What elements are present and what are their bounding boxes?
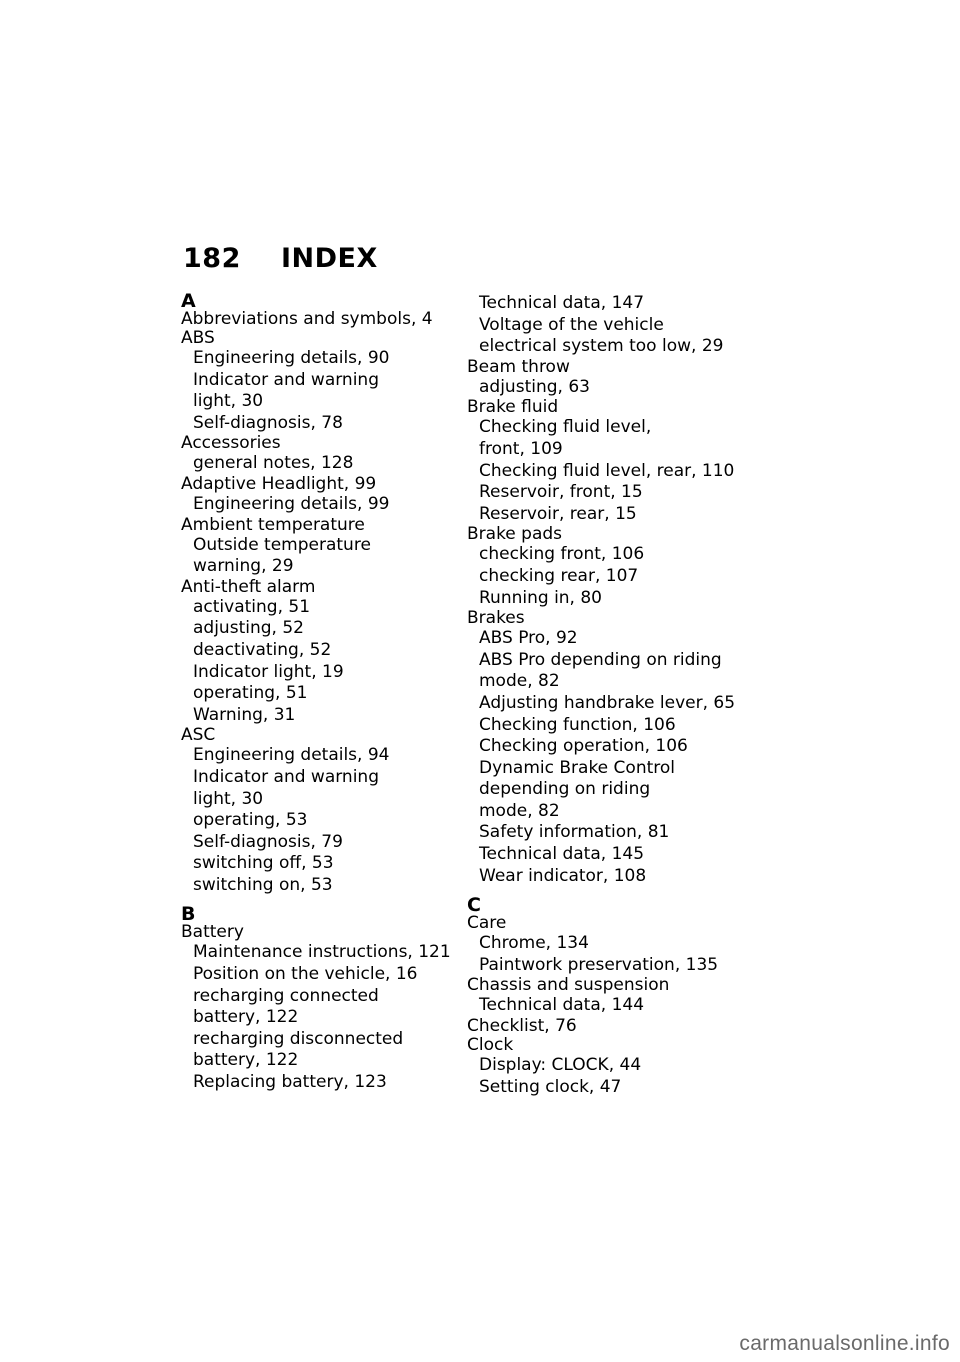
index-topic: Care	[467, 913, 507, 934]
index-subentry: ABS Pro, 92	[479, 628, 578, 649]
index-entry	[467, 976, 757, 1017]
index-topic: ASC	[181, 725, 216, 746]
index-entry	[467, 1036, 757, 1098]
index-subentry: switching off, 53	[193, 853, 334, 874]
index-subentry: Running in, 80	[479, 587, 603, 608]
index-topic: Battery	[181, 922, 244, 943]
index-subentry: Checking fluid level, rear, 110	[479, 460, 735, 481]
index-topic: Anti-theft alarm	[181, 576, 316, 597]
index-entry	[467, 1017, 757, 1036]
index-subentry: operating, 51	[193, 683, 308, 704]
index-subentry: light, 30	[193, 391, 264, 412]
section-letter: C	[467, 894, 481, 917]
index-subentry: Position on the vehicle, 16	[193, 964, 418, 985]
index-subentry: recharging connected	[193, 985, 379, 1006]
index-entry	[181, 475, 471, 516]
index-subentry: Outside temperature	[193, 534, 371, 555]
index-entry	[181, 578, 471, 727]
index-subentry: Indicator and warning	[193, 766, 379, 787]
index-subentry: ABS Pro depending on riding	[479, 649, 722, 670]
index-subentry: Engineering details, 90	[193, 348, 390, 368]
index-subentry: Replacing battery, 123	[193, 1072, 387, 1093]
index-subentry: Checking fluid level,	[479, 417, 652, 438]
index-subentry: Dynamic Brake Control	[479, 757, 675, 778]
index-subentry: Engineering details, 99	[193, 493, 390, 514]
index-subentry: Chrome, 134	[479, 933, 589, 954]
index-subentry: Reservoir, rear, 15	[479, 503, 637, 524]
index-subentry: Checking function, 106	[479, 714, 676, 735]
index-subentry: Engineering details, 94	[193, 745, 390, 766]
index-subentry: Reservoir, front, 15	[479, 482, 643, 503]
index-subentry: Safety information, 81	[479, 822, 670, 843]
index-topic: Ambient temperature	[181, 514, 365, 535]
index-topic: Checklist, 76	[467, 1016, 577, 1037]
index-column-right	[467, 293, 757, 1098]
index-topic: Adaptive Headlight, 99	[181, 473, 377, 494]
index-entry	[181, 329, 471, 434]
index-subentry: Technical data, 147	[479, 293, 645, 313]
index-subentry: checking front, 106	[479, 544, 645, 565]
index-subentry: adjusting, 52	[193, 618, 304, 639]
index-subentry: Self-diagnosis, 79	[193, 831, 343, 852]
index-subentry: deactivating, 52	[193, 639, 332, 660]
index-topic: Brake fluid	[467, 397, 559, 418]
index-entry	[467, 914, 757, 976]
index-subentry: Adjusting handbrake lever, 65	[479, 692, 736, 713]
index-topic: Brakes	[467, 608, 525, 629]
page-header	[183, 243, 378, 274]
index-subentry: general notes, 128	[193, 453, 354, 474]
index-entry	[181, 726, 471, 896]
index-subentry: Display: CLOCK, 44	[479, 1055, 642, 1076]
index-subentry: Voltage of the vehicle	[479, 314, 664, 335]
index-subentry: Warning, 31	[193, 704, 296, 725]
index-subentry: Setting clock, 47	[479, 1076, 622, 1097]
index-entry	[467, 525, 757, 609]
index-subentry: Self-diagnosis, 78	[193, 412, 343, 433]
index-subentry: activating, 51	[193, 596, 311, 617]
index-topic: Beam throw	[467, 356, 570, 377]
index-subentry: depending on riding	[479, 779, 651, 800]
index-entry	[181, 434, 471, 475]
index-subentry: Paintwork preservation, 135	[479, 954, 719, 975]
index-subentry: mode, 82	[479, 671, 560, 692]
index-subentry: Wear indicator, 108	[479, 865, 647, 886]
index-subentry: Technical data, 145	[479, 844, 645, 865]
section-letter: A	[181, 290, 196, 312]
section-letter: B	[181, 903, 196, 926]
index-subentry: Indicator light, 19	[193, 661, 344, 682]
index-topic: ABS	[181, 328, 215, 348]
index-entry	[467, 398, 757, 525]
index-subentry: battery, 122	[193, 1050, 299, 1071]
index-topic: Accessories	[181, 433, 281, 454]
index-entry	[467, 293, 757, 358]
index-subentry: Checking operation, 106	[479, 736, 688, 757]
watermark: carmanualsonline.info	[739, 1332, 950, 1355]
index-subentry: front, 109	[479, 438, 563, 459]
page-title: INDEX	[281, 243, 378, 274]
index-entry	[181, 516, 471, 578]
index-subentry: switching on, 53	[193, 874, 333, 895]
index-subentry: Technical data, 144	[479, 995, 645, 1016]
index-subentry: checking rear, 107	[479, 565, 639, 586]
index-topic: Chassis and suspension	[467, 975, 670, 996]
index-subentry: operating, 53	[193, 810, 308, 831]
index-topic: Brake pads	[467, 524, 563, 545]
index-column-left	[181, 290, 471, 1094]
index-subentry: recharging disconnected	[193, 1028, 404, 1049]
index-subentry: Indicator and warning	[193, 369, 379, 390]
index-subentry: mode, 82	[479, 800, 560, 821]
index-entry	[467, 609, 757, 887]
index-subentry: light, 30	[193, 788, 264, 809]
index-subentry: electrical system too low, 29	[479, 336, 724, 357]
index-entry	[181, 310, 471, 329]
index-entry	[467, 358, 757, 399]
page-number: 182	[183, 243, 241, 274]
index-subentry: Maintenance instructions, 121	[193, 942, 451, 963]
index-topic: Abbreviations and symbols, 4	[181, 309, 433, 329]
index-subentry: warning, 29	[193, 556, 294, 577]
index-topic: Clock	[467, 1035, 514, 1056]
index-subentry: battery, 122	[193, 1007, 299, 1028]
index-subentry: adjusting, 63	[479, 376, 590, 397]
index-entry	[181, 923, 471, 1093]
